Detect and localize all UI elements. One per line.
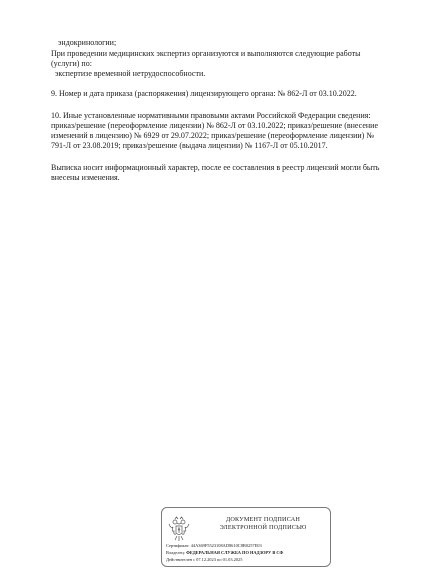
signature-subtitle: ЭЛЕКТРОННОЙ ПОДПИСЬЮ	[219, 524, 307, 531]
certificate-line	[166, 543, 262, 549]
owner-value: ФЕДЕРАЛЬНАЯ СЛУЖБА ПО НАДЗОРУ В СФ	[186, 550, 284, 555]
owner-label: Владелец:	[166, 550, 185, 555]
signature-title: ДОКУМЕНТ ПОДПИСАН	[225, 516, 301, 523]
owner-line	[166, 550, 283, 556]
text-line: изменений в лицензию) № 6929 от 29.07.2022; приказ/решение (переоформление лицензии) №	[51, 131, 374, 140]
validity-line: Действителен с 07.12.2023 по 01.03.2025	[166, 557, 243, 562]
text-line: При проведении медицинских экспертиз организуются и выполняются следующие работы	[51, 49, 361, 58]
disclaimer-line: Выписка носит информационный характер, после ее составления в реестр лицензий могли быть	[51, 163, 380, 172]
text-line: 791-Л от 23.08.2019; приказ/решение (выдача лицензии) № 1167-Л от 05.10.2017.	[51, 141, 328, 150]
section-10-line: 10. Иные установленные нормативными правовыми актами Российской Федерации сведения:	[51, 111, 371, 120]
text-line: экспертизе временной нетрудоспособности.	[55, 69, 206, 78]
text-line: эндокринологии;	[58, 38, 117, 47]
disclaimer-line: внесены изменения.	[51, 173, 120, 182]
text-line: (услуги) по:	[51, 59, 92, 68]
certificate-label: Сертификат:	[166, 543, 190, 548]
coat-of-arms-icon	[166, 515, 192, 543]
section-9-line: 9. Номер и дата приказа (распоряжения) лицензирующего органа: № 862-Л от 03.10.2022.	[51, 89, 357, 98]
electronic-signature-stamp	[161, 507, 331, 567]
certificate-value: 44A369F5523108AD8610C8B0257E03	[190, 543, 262, 548]
text-line: приказ/решение (переоформление лицензии) № 862-Л от 03.10.2022; приказ/решение (внесение	[51, 121, 378, 130]
